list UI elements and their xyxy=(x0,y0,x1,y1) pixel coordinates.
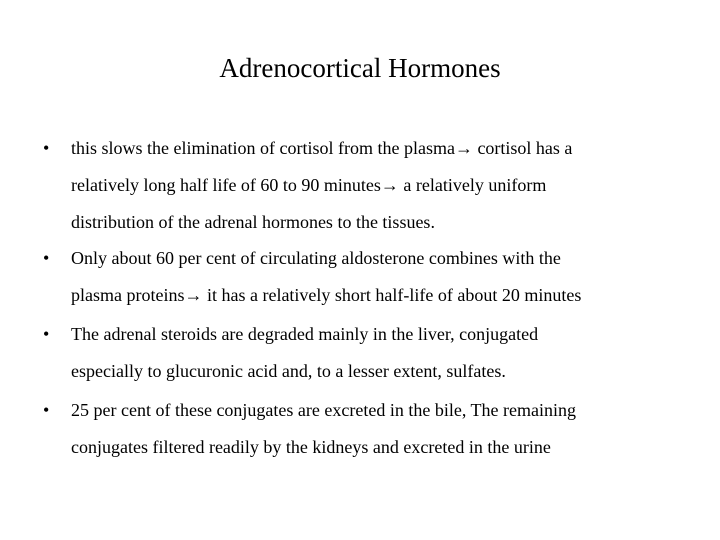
bullet-icon: • xyxy=(43,248,50,268)
bullet-line: The adrenal steroids are degraded mainly in the liver, conjugated xyxy=(71,324,539,344)
slide-title: Adrenocortical Hormones xyxy=(219,53,501,83)
bullet-line: 25 per cent of these conjugates are excreted in the bile, The remaining xyxy=(71,400,576,420)
bullet-icon: • xyxy=(43,324,50,344)
bullet-line: plasma proteins→ it has a relatively short half-life of about 20 minutes xyxy=(71,285,582,305)
bullet-icon: • xyxy=(43,138,50,158)
bullet-line: distribution of the adrenal hormones to the tissues. xyxy=(71,212,435,232)
bullet-line: relatively long half life of 60 to 90 minutes→ a relatively uniform xyxy=(71,175,547,195)
bullet-line: Only about 60 per cent of circulating aldosterone combines with the xyxy=(71,248,561,268)
bullet-icon: • xyxy=(43,400,50,420)
bullet-line: this slows the elimination of cortisol from the plasma→ cortisol has a xyxy=(71,138,573,158)
bullet-line: conjugates filtered readily by the kidneys and excreted in the urine xyxy=(71,437,551,457)
bullet-line: especially to glucuronic acid and, to a lesser extent, sulfates. xyxy=(71,361,506,381)
